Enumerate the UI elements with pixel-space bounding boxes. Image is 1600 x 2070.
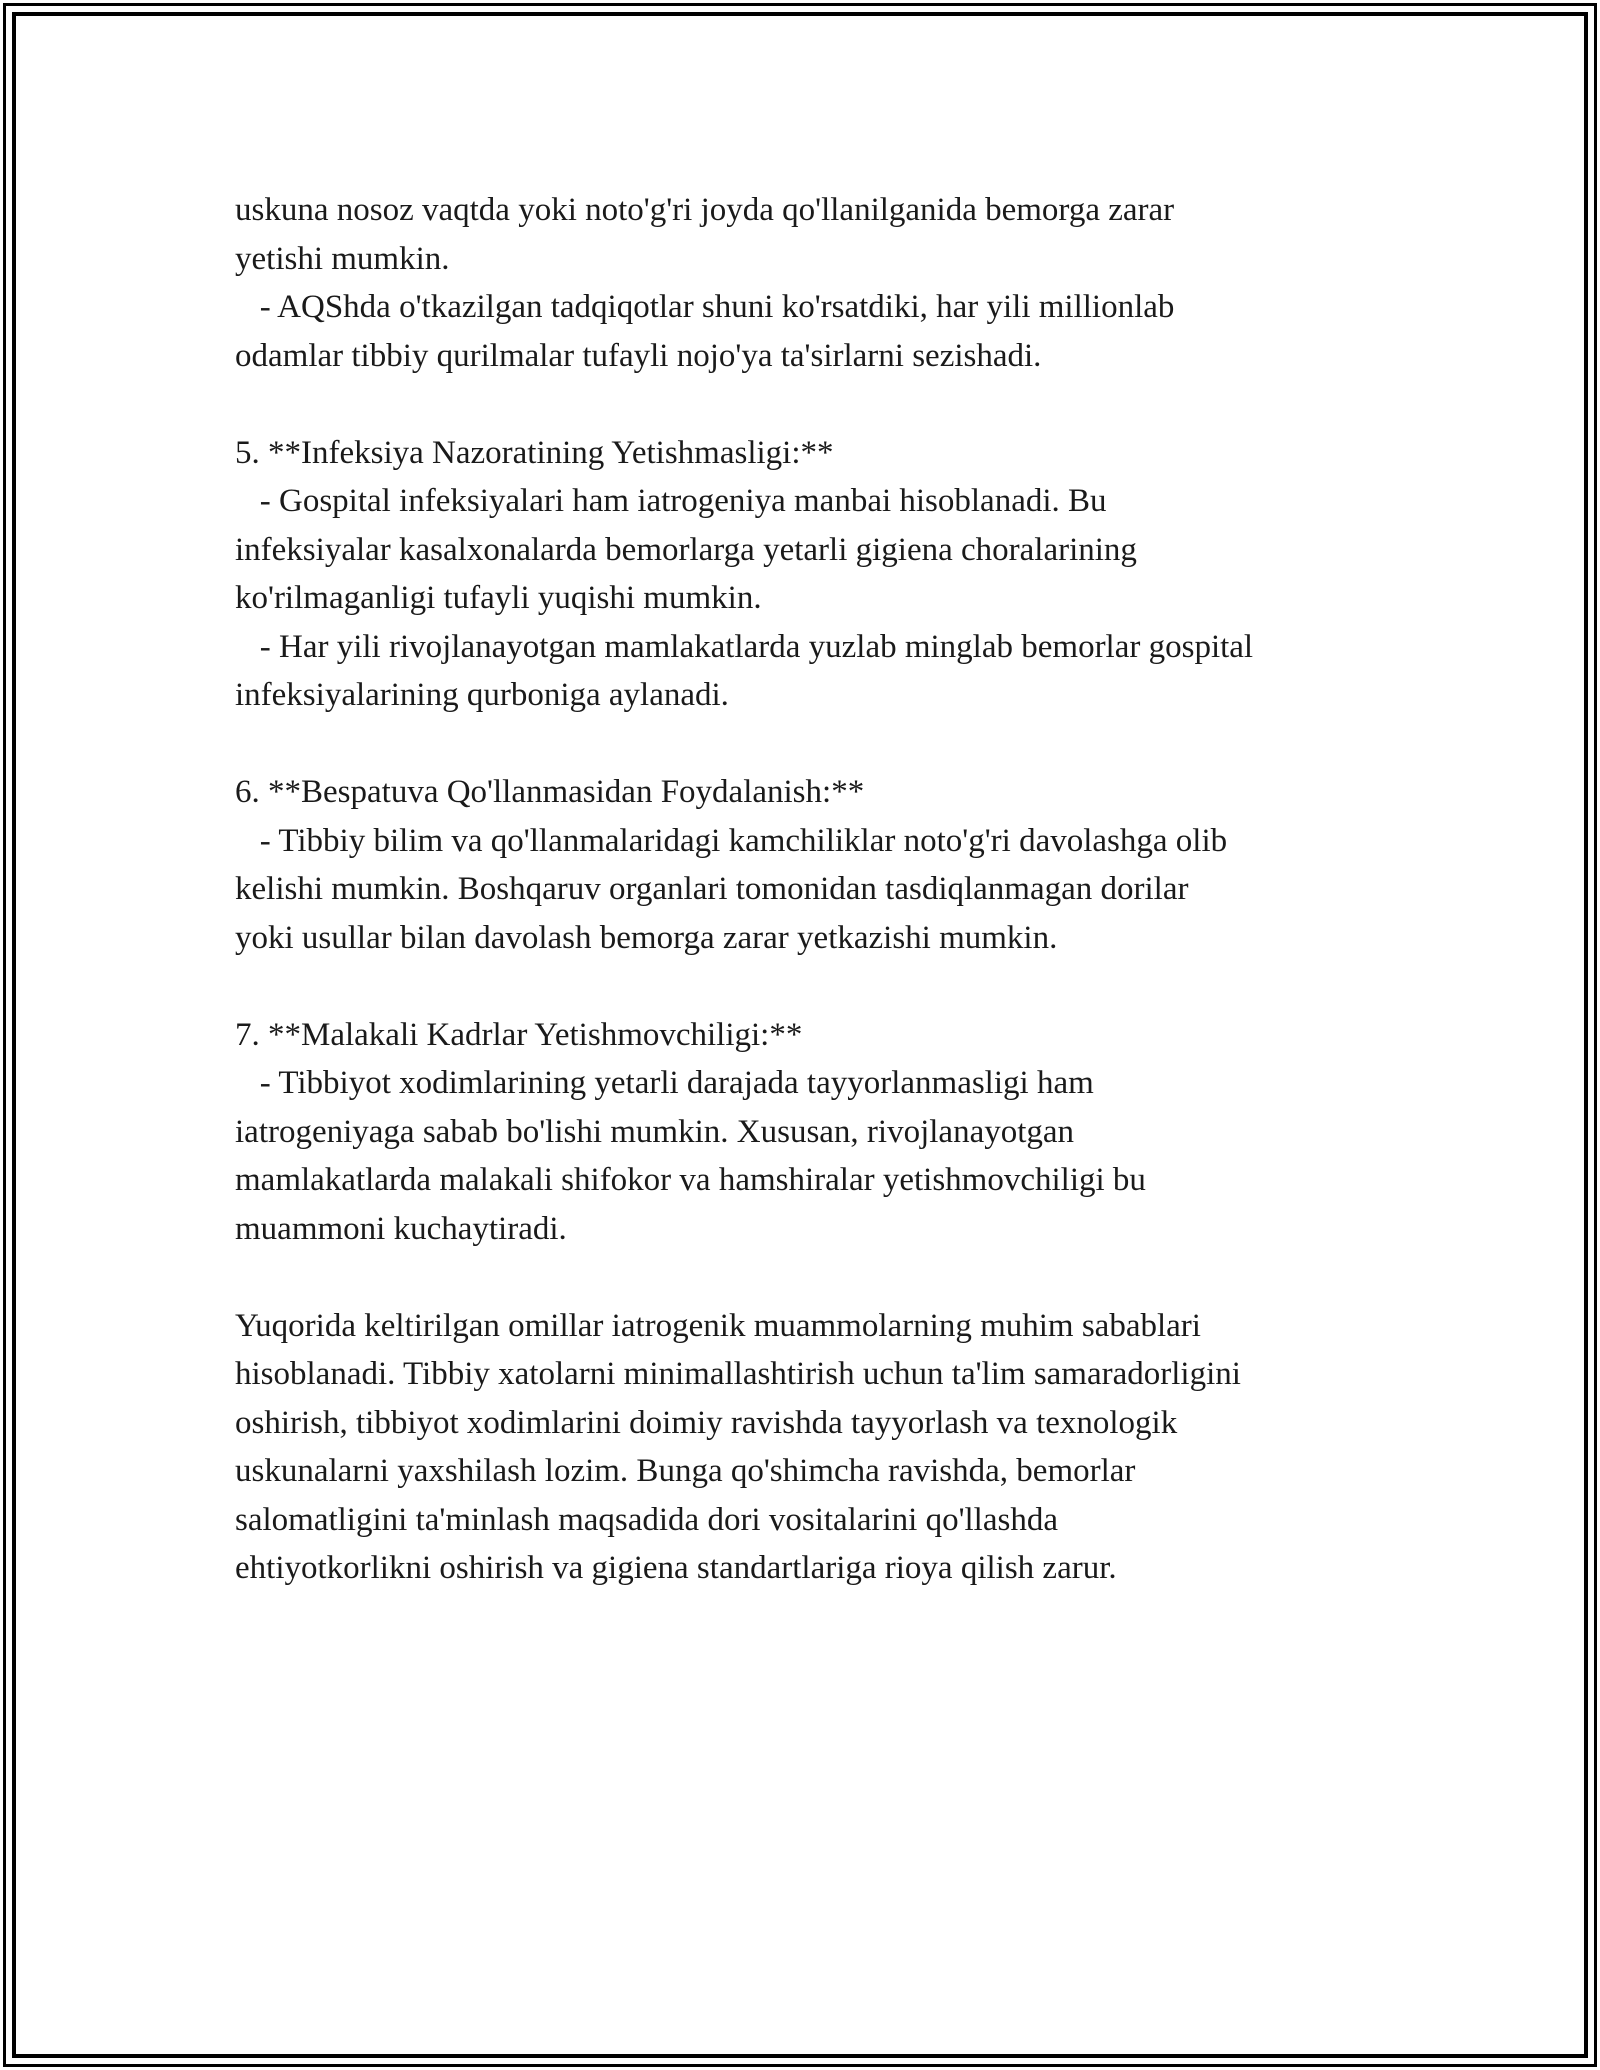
text-line: iatrogeniyaga sabab bo'lishi mumkin. Xususan, rivojlanayotgan <box>235 1113 1075 1150</box>
section-heading: 7. **Malakali Kadrlar Yetishmovchiligi:** <box>235 1016 803 1053</box>
text-line: infeksiyalar kasalxonalarda bemorlarga yetarli gigiena choralarining <box>235 531 1137 568</box>
conclusion-line: Yuqorida keltirilgan omillar iatrogenik muammolarning muhim sabablari <box>235 1307 1201 1344</box>
section-heading: 6. **Bespatuva Qo'llanmasidan Foydalanish:** <box>235 774 865 810</box>
text-line: yetishi mumkin. <box>235 240 450 277</box>
conclusion-line: ehtiyotkorlikni oshirish va gigiena standartlariga rioya qilish zarur. <box>235 1550 1117 1586</box>
text-line: uskuna nosoz vaqtda yoki noto'g'ri joyda qo'llanilganida bemorga zarar <box>235 192 1175 228</box>
conclusion-line: uskunalarni yaxshilash lozim. Bunga qo'shimcha ravishda, bemorlar <box>235 1453 1136 1489</box>
conclusion-line: oshirish, tibbiyot xodimlarini doimiy ravishda tayyorlash va texnologik <box>235 1404 1178 1441</box>
text-line: yoki usullar bilan davolash bemorga zarar yetkazishi mumkin. <box>235 919 1058 956</box>
document-body <box>235 186 1395 1593</box>
text-line: odamlar tibbiy qurilmalar tufayli nojo'ya ta'sirlarni sezishadi. <box>235 337 1042 374</box>
conclusion-line: salomatligini ta'minlash maqsadida dori vositalarini qo'llashda <box>235 1501 1058 1538</box>
text-line: infeksiyalarining qurboniga aylanadi. <box>235 677 729 713</box>
blank-line <box>235 720 1395 769</box>
text-line: - AQShda o'tkazilgan tadqiqotlar shuni ko'rsatdiki, har yili millionlab <box>235 289 1175 325</box>
text-line: - Tibbiy bilim va qo'llanmalaridagi kamchiliklar noto'g'ri davolashga olib <box>235 822 1228 859</box>
text-line: - Tibbiyot xodimlarining yetarli darajada tayyorlanmasligi ham <box>235 1065 1094 1101</box>
text-line: kelishi mumkin. Boshqaruv organlari tomonidan tasdiqlanmagan dorilar <box>235 871 1189 907</box>
blank-line <box>235 380 1395 429</box>
blank-line <box>235 962 1395 1011</box>
text-line: - Gospital infeksiyalari ham iatrogeniya manbai hisoblanadi. Bu <box>235 483 1107 519</box>
text-line: muammoni kuchaytiradi. <box>235 1210 567 1247</box>
conclusion-line: hisoblanadi. Tibbiy xatolarni minimallashtirish uchun ta'lim samaradorligini <box>235 1356 1241 1392</box>
text-line: - Har yili rivojlanayotgan mamlakatlarda yuzlab minglab bemorlar gospital <box>235 628 1254 665</box>
blank-line <box>235 1253 1395 1302</box>
text-line: ko'rilmaganligi tufayli yuqishi mumkin. <box>235 580 762 616</box>
section-heading: 5. **Infeksiya Nazoratining Yetishmasligi:** <box>235 434 834 471</box>
text-line: mamlakatlarda malakali shifokor va hamshiralar yetishmovchiligi bu <box>235 1162 1146 1198</box>
